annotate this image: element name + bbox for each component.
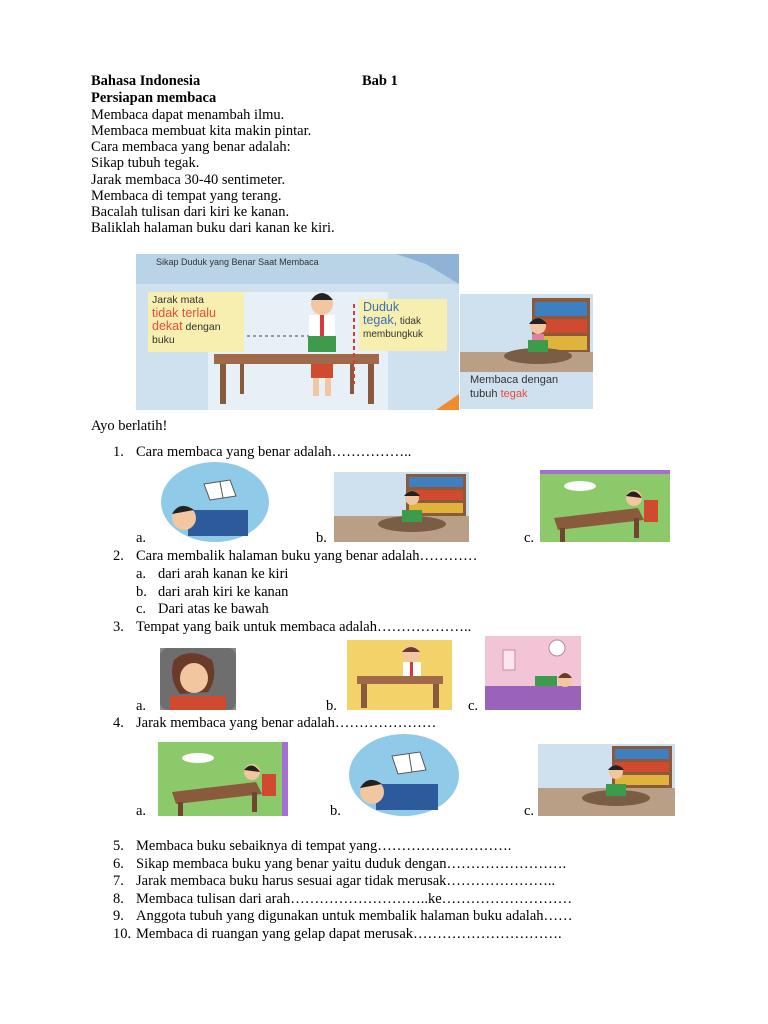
intro-line: Bacalah tulisan dari kiri ke kanan.	[91, 204, 290, 220]
option-letter: c.	[136, 601, 147, 617]
option-letter: b.	[136, 584, 147, 600]
posture-note	[359, 299, 447, 351]
option-label: c.	[524, 530, 535, 546]
illustration-banner: Sikap Duduk yang Benar Saat Membaca	[156, 257, 319, 267]
practice-title: Ayo berlatih!	[91, 418, 168, 434]
bed-reading-image	[485, 636, 581, 710]
lying-reading-image	[348, 734, 460, 816]
question-text: Membaca tulisan dari arah………………………..ke………………………	[136, 891, 573, 907]
upright-reading-image	[538, 744, 675, 816]
upright-caption-line: tubuh	[470, 388, 501, 400]
option-label: a.	[136, 803, 147, 819]
question-number: 2.	[113, 548, 124, 564]
question-text: Membaca buku sebaiknya di tempat yang……………………….	[136, 838, 512, 854]
distance-note-line: dengan	[182, 321, 221, 333]
question-number: 7.	[113, 873, 124, 889]
question-text: Cara membaca yang benar adalah……………..	[136, 444, 412, 460]
question-text: Sikap membaca buku yang benar yaitu duduk dengan…………………….	[136, 856, 567, 872]
upright-caption-highlight: tegak	[500, 388, 528, 400]
distance-note-line: buku	[152, 334, 175, 346]
intro-line: Jarak membaca 30-40 sentimeter.	[91, 172, 286, 188]
option-label: c.	[524, 803, 535, 819]
intro-line: Membaca dapat menambah ilmu.	[91, 107, 285, 123]
question-text: Jarak membaca buku harus sesuai agar tidak merusak…………………..	[136, 873, 556, 889]
question-text: Cara membalik halaman buku yang benar adalah…………	[136, 548, 478, 564]
question-number: 9.	[113, 908, 124, 924]
reading-upright-illustration	[460, 294, 593, 409]
subject-title: Bahasa Indonesia	[91, 73, 201, 89]
reading-posture-illustration	[136, 254, 459, 410]
option-label: b.	[330, 803, 341, 819]
upright-caption-line: Membaca dengan	[470, 374, 559, 386]
lesson-title: Persiapan membaca	[91, 90, 217, 106]
distance-note	[148, 292, 244, 352]
question-text: Jarak membaca yang benar adalah…………………	[136, 715, 437, 731]
posture-note-highlight: Duduk	[363, 300, 400, 314]
bent-reading-image	[158, 742, 288, 816]
question-number: 6.	[113, 856, 124, 872]
intro-line: Membaca membuat kita makin pintar.	[91, 123, 312, 139]
question-number: 4.	[113, 715, 124, 731]
question-text: Tempat yang baik untuk membaca adalah………………..	[136, 619, 472, 635]
chapter-title: Bab 1	[362, 73, 398, 89]
option-text: dari arah kiri ke kanan	[158, 584, 289, 600]
desk-reading-image	[347, 640, 452, 710]
option-label: b.	[316, 530, 327, 546]
upright-caption	[470, 373, 558, 401]
question-number: 1.	[113, 444, 124, 460]
upright-reading-image	[334, 472, 469, 542]
intro-line: Cara membaca yang benar adalah:	[91, 139, 291, 155]
option-label: c.	[468, 698, 479, 714]
option-text: Dari atas ke bawah	[158, 601, 269, 617]
question-number: 5.	[113, 838, 124, 854]
distance-note-line: Jarak mata	[152, 294, 204, 306]
question-number: 10.	[113, 926, 132, 942]
distance-note-highlight: dekat	[152, 319, 183, 333]
posture-note-highlight: tegak,	[363, 313, 398, 327]
bent-reading-image	[540, 470, 670, 542]
intro-line: Membaca di tempat yang terang.	[91, 188, 282, 204]
posture-note-line: tidak	[397, 316, 421, 327]
option-letter: a.	[136, 566, 147, 582]
intro-line: Baliklah halaman buku dari kanan ke kiri.	[91, 220, 335, 236]
posture-note-line: membungkuk	[363, 329, 424, 340]
lying-reading-image	[160, 462, 270, 542]
question-number: 8.	[113, 891, 124, 907]
question-text: Membaca di ruangan yang gelap dapat merusak………………………….	[136, 926, 562, 942]
option-label: a.	[136, 530, 147, 546]
distance-note-highlight: tidak terlalu	[152, 306, 216, 320]
option-text: dari arah kanan ke kiri	[158, 566, 289, 582]
intro-line: Sikap tubuh tegak.	[91, 155, 200, 171]
option-label: a.	[136, 698, 147, 714]
car-reading-image	[160, 648, 236, 710]
option-label: b.	[326, 698, 337, 714]
question-text: Anggota tubuh yang digunakan untuk membalik halaman buku adalah……	[136, 908, 573, 924]
question-number: 3.	[113, 619, 124, 635]
